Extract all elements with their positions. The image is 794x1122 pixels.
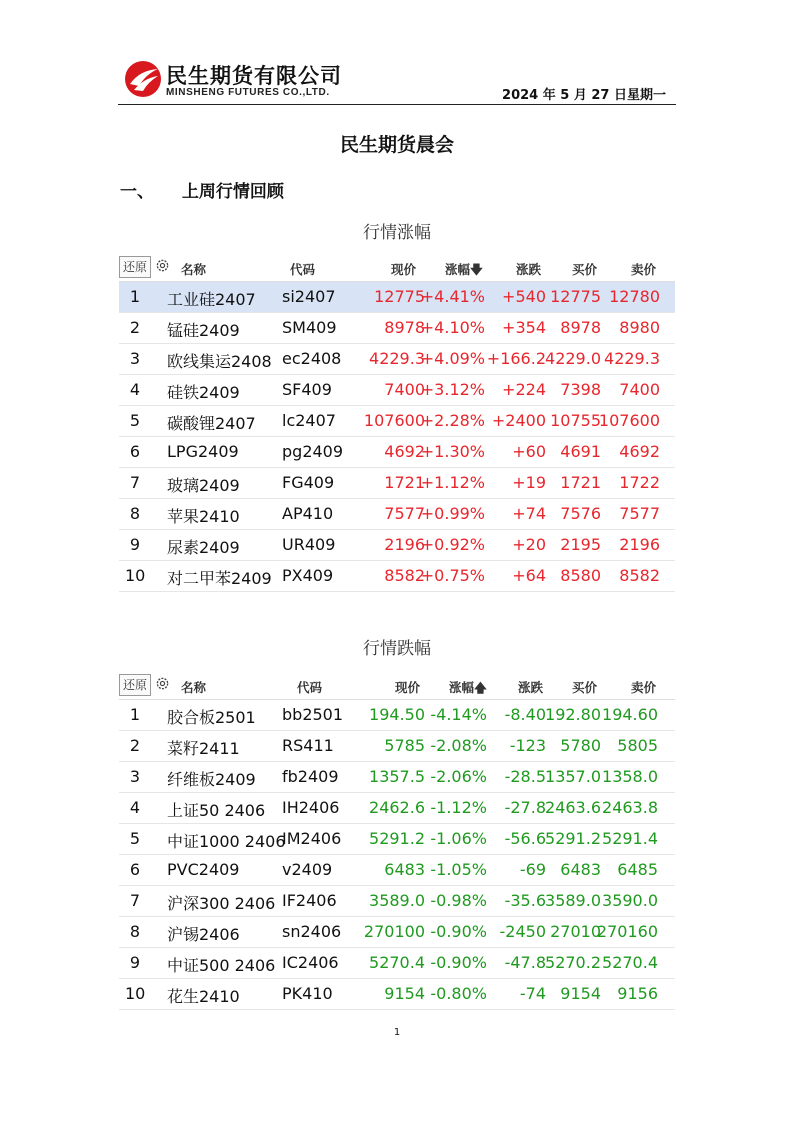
price-cell: 2196 bbox=[384, 535, 425, 554]
change-cell: +20 bbox=[512, 535, 546, 554]
change-pct-cell: -0.80% bbox=[430, 984, 487, 1003]
change-pct-cell: +0.92% bbox=[420, 535, 485, 554]
contract-name: 中证1000 2406 bbox=[167, 832, 286, 851]
column-header-change-pct[interactable]: 涨幅🡅 bbox=[449, 680, 487, 695]
table-row[interactable] bbox=[119, 793, 675, 824]
contract-name: 工业硅2407 bbox=[167, 290, 256, 309]
change-cell: -8.40 bbox=[504, 705, 546, 724]
report-date: 2024 年 5 月 27 日星期一 bbox=[502, 88, 666, 103]
contract-name: 锰硅2409 bbox=[167, 321, 240, 340]
table-row[interactable] bbox=[119, 344, 675, 375]
bid-cell: 5291.2 bbox=[545, 829, 601, 848]
ask-cell: 2196 bbox=[619, 535, 660, 554]
change-cell: +224 bbox=[502, 380, 546, 399]
table-header bbox=[119, 673, 675, 700]
change-cell: +19 bbox=[512, 473, 546, 492]
price-cell: 7577 bbox=[384, 504, 425, 523]
contract-name: 硅铁2409 bbox=[167, 383, 240, 402]
price-cell: 4229.3 bbox=[369, 349, 425, 368]
change-pct-cell: -2.08% bbox=[430, 736, 487, 755]
change-pct-cell: -1.05% bbox=[430, 860, 487, 879]
contract-code: sn2406 bbox=[282, 922, 342, 941]
change-cell: +64 bbox=[512, 566, 546, 585]
price-cell: 9154 bbox=[384, 984, 425, 1003]
bid-cell: 3589.0 bbox=[545, 891, 601, 910]
table-row[interactable] bbox=[119, 468, 675, 499]
contract-name: 欧线集运2408 bbox=[167, 352, 272, 371]
table-row[interactable] bbox=[119, 561, 675, 592]
section-heading bbox=[120, 177, 284, 202]
price-cell: 3589.0 bbox=[369, 891, 425, 910]
ask-cell: 8582 bbox=[619, 566, 660, 585]
contract-code: SM409 bbox=[282, 318, 337, 337]
bid-cell: 7398 bbox=[560, 380, 601, 399]
contract-code: pg2409 bbox=[282, 442, 344, 461]
contract-code: v2409 bbox=[282, 860, 333, 879]
table-row[interactable] bbox=[119, 855, 675, 886]
price-cell: 8582 bbox=[384, 566, 425, 585]
ask-cell: 5270.4 bbox=[602, 953, 658, 972]
row-index: 10 bbox=[125, 566, 146, 585]
change-pct-cell: -0.98% bbox=[430, 891, 487, 910]
column-header-price[interactable]: 现价 bbox=[391, 262, 417, 277]
column-header-change-pct[interactable]: 涨幅🡇 bbox=[445, 262, 483, 277]
contract-name: 尿素2409 bbox=[167, 538, 240, 557]
change-pct-cell: -1.12% bbox=[430, 798, 487, 817]
contract-code: IC2406 bbox=[282, 953, 339, 972]
table-row[interactable] bbox=[119, 375, 675, 406]
table-body bbox=[119, 282, 675, 592]
change-cell: -56.6 bbox=[504, 829, 546, 848]
change-pct-cell: +1.30% bbox=[420, 442, 485, 461]
table-row[interactable] bbox=[119, 762, 675, 793]
restore-button[interactable]: 还原 bbox=[119, 256, 151, 278]
row-index: 5 bbox=[129, 829, 141, 848]
contract-name: 中证500 2406 bbox=[167, 956, 276, 975]
contract-code: SF409 bbox=[282, 380, 332, 399]
bid-cell: 9154 bbox=[560, 984, 601, 1003]
change-pct-cell: -2.06% bbox=[430, 767, 487, 786]
row-index: 9 bbox=[129, 535, 141, 554]
gainers-table-title: 行情涨幅 bbox=[363, 223, 431, 243]
table-row[interactable] bbox=[119, 282, 675, 313]
row-index: 5 bbox=[129, 411, 141, 430]
change-cell: -28.5 bbox=[504, 767, 546, 786]
losers-table-title: 行情跌幅 bbox=[363, 639, 431, 659]
contract-code: AP410 bbox=[282, 504, 334, 523]
contract-name: 上证50 2406 bbox=[167, 801, 266, 820]
ask-cell: 7400 bbox=[619, 380, 660, 399]
change-cell: -74 bbox=[519, 984, 546, 1003]
change-cell: +74 bbox=[512, 504, 546, 523]
row-index: 8 bbox=[129, 922, 141, 941]
bid-cell: 5780 bbox=[560, 736, 601, 755]
price-cell: 6483 bbox=[384, 860, 425, 879]
table-header bbox=[119, 255, 675, 282]
price-cell: 8978 bbox=[384, 318, 425, 337]
row-index: 2 bbox=[129, 736, 141, 755]
bid-cell: 4229.0 bbox=[545, 349, 601, 368]
contract-code: ec2408 bbox=[282, 349, 342, 368]
document-title: 民生期货晨会 bbox=[339, 134, 454, 156]
ask-cell: 12780 bbox=[609, 287, 660, 306]
ask-cell: 270160 bbox=[596, 922, 658, 941]
price-cell: 1357.5 bbox=[369, 767, 425, 786]
contract-code: UR409 bbox=[282, 535, 336, 554]
column-header-bid[interactable]: 买价 bbox=[572, 262, 598, 277]
price-cell: 270100 bbox=[363, 922, 425, 941]
change-pct-cell: +2.28% bbox=[420, 411, 485, 430]
table-row[interactable] bbox=[119, 917, 675, 948]
bid-cell: 1357.0 bbox=[545, 767, 601, 786]
change-pct-cell: -0.90% bbox=[430, 922, 487, 941]
bid-cell: 8580 bbox=[560, 566, 601, 585]
ask-cell: 4229.3 bbox=[604, 349, 660, 368]
ask-cell: 5291.4 bbox=[602, 829, 658, 848]
price-cell: 4692 bbox=[384, 442, 425, 461]
settings-gear-icon[interactable] bbox=[155, 676, 170, 694]
restore-button[interactable]: 还原 bbox=[119, 674, 151, 696]
price-cell: 7400 bbox=[384, 380, 425, 399]
row-index: 9 bbox=[129, 953, 141, 972]
bid-cell: 2195 bbox=[560, 535, 601, 554]
ask-cell: 4692 bbox=[619, 442, 660, 461]
row-index: 6 bbox=[129, 860, 141, 879]
row-index: 8 bbox=[129, 504, 141, 523]
change-pct-cell: +3.12% bbox=[420, 380, 485, 399]
ask-cell: 3590.0 bbox=[602, 891, 658, 910]
ask-cell: 194.60 bbox=[602, 705, 658, 724]
change-pct-cell: +4.41% bbox=[420, 287, 485, 306]
row-index: 3 bbox=[129, 349, 141, 368]
bid-cell: 10755 bbox=[550, 411, 601, 430]
bid-cell: 1721 bbox=[560, 473, 601, 492]
change-cell: -123 bbox=[509, 736, 546, 755]
row-index: 7 bbox=[129, 891, 141, 910]
table-row[interactable] bbox=[119, 948, 675, 979]
contract-code: IH2406 bbox=[282, 798, 340, 817]
change-pct-cell: +4.09% bbox=[420, 349, 485, 368]
table-row[interactable] bbox=[119, 437, 675, 468]
ask-cell: 9156 bbox=[617, 984, 658, 1003]
ask-cell: 5805 bbox=[617, 736, 658, 755]
gainers-table bbox=[119, 255, 675, 592]
change-pct-cell: +0.75% bbox=[420, 566, 485, 585]
column-header-ask[interactable]: 卖价 bbox=[631, 262, 657, 277]
change-cell: +60 bbox=[512, 442, 546, 461]
change-cell: -35.6 bbox=[504, 891, 546, 910]
bid-cell: 192.80 bbox=[545, 705, 601, 724]
ask-cell: 6485 bbox=[617, 860, 658, 879]
bid-cell: 6483 bbox=[560, 860, 601, 879]
contract-code: PX409 bbox=[282, 566, 334, 585]
contract-name: LPG2409 bbox=[167, 442, 239, 461]
contract-code: si2407 bbox=[282, 287, 336, 306]
change-cell: -2450 bbox=[499, 922, 546, 941]
price-cell: 194.50 bbox=[369, 705, 425, 724]
price-cell: 107600 bbox=[363, 411, 425, 430]
change-cell: -27.8 bbox=[504, 798, 546, 817]
column-header-code[interactable]: 代码 bbox=[290, 262, 316, 277]
contract-code: FG409 bbox=[282, 473, 335, 492]
table-row[interactable] bbox=[119, 499, 675, 530]
change-pct-cell: -1.06% bbox=[430, 829, 487, 848]
settings-gear-icon[interactable] bbox=[155, 258, 170, 276]
losers-table bbox=[119, 673, 675, 1010]
page-header bbox=[118, 52, 676, 105]
column-header-price[interactable]: 现价 bbox=[395, 680, 421, 695]
contract-name: 沪深300 2406 bbox=[167, 894, 276, 913]
contract-name: 碳酸锂2407 bbox=[167, 414, 256, 433]
contract-code: PK410 bbox=[282, 984, 333, 1003]
change-cell: -69 bbox=[519, 860, 546, 879]
logo-chinese-name: 民生期货有限公司 bbox=[166, 64, 342, 88]
contract-name: 菜籽2411 bbox=[167, 739, 240, 758]
logo-mark-icon bbox=[124, 60, 162, 98]
ask-cell: 1358.0 bbox=[602, 767, 658, 786]
change-cell: +354 bbox=[502, 318, 546, 337]
page-number: 1 bbox=[393, 1027, 401, 1038]
column-header-name[interactable]: 名称 bbox=[181, 680, 207, 695]
contract-code: IM2406 bbox=[282, 829, 342, 848]
table-row[interactable] bbox=[119, 824, 675, 855]
table-row[interactable] bbox=[119, 530, 675, 561]
column-header-change[interactable]: 涨跌 bbox=[518, 680, 544, 695]
contract-name: 对二甲苯2409 bbox=[167, 569, 272, 588]
ask-cell: 107600 bbox=[598, 411, 660, 430]
contract-name: PVC2409 bbox=[167, 860, 240, 879]
contract-name: 沪锡2406 bbox=[167, 925, 240, 944]
table-row[interactable] bbox=[119, 313, 675, 344]
change-cell: +2400 bbox=[491, 411, 546, 430]
contract-name: 胶合板2501 bbox=[167, 708, 256, 727]
logo-english-name: MINSHENG FUTURES CO.,LTD. bbox=[166, 87, 330, 98]
contract-name: 苹果2410 bbox=[167, 507, 240, 526]
row-index: 4 bbox=[129, 798, 141, 817]
row-index: 4 bbox=[129, 380, 141, 399]
row-index: 10 bbox=[125, 984, 146, 1003]
contract-code: RS411 bbox=[282, 736, 334, 755]
bid-cell: 5270.2 bbox=[545, 953, 601, 972]
price-cell: 5270.4 bbox=[369, 953, 425, 972]
change-pct-cell: +1.12% bbox=[420, 473, 485, 492]
ask-cell: 2463.8 bbox=[602, 798, 658, 817]
table-row[interactable] bbox=[119, 700, 675, 731]
price-cell: 12775 bbox=[374, 287, 425, 306]
bid-cell: 7576 bbox=[560, 504, 601, 523]
change-cell: +540 bbox=[502, 287, 546, 306]
column-header-change[interactable]: 涨跌 bbox=[516, 262, 542, 277]
bid-cell: 2463.6 bbox=[545, 798, 601, 817]
table-row[interactable] bbox=[119, 406, 675, 437]
price-cell: 2462.6 bbox=[369, 798, 425, 817]
row-index: 2 bbox=[129, 318, 141, 337]
change-pct-cell: +0.99% bbox=[420, 504, 485, 523]
contract-code: fb2409 bbox=[282, 767, 339, 786]
row-index: 1 bbox=[129, 705, 141, 724]
ask-cell: 7577 bbox=[619, 504, 660, 523]
contract-code: lc2407 bbox=[282, 411, 336, 430]
table-row[interactable] bbox=[119, 979, 675, 1010]
table-body bbox=[119, 700, 675, 1010]
company-logo bbox=[124, 56, 364, 100]
column-header-name[interactable]: 名称 bbox=[181, 262, 207, 277]
bid-cell: 27010 bbox=[550, 922, 601, 941]
section-number: 一、 bbox=[120, 182, 154, 202]
table-row[interactable] bbox=[119, 731, 675, 762]
contract-code: bb2501 bbox=[282, 705, 344, 724]
change-cell: +166.2 bbox=[486, 349, 546, 368]
row-index: 3 bbox=[129, 767, 141, 786]
price-cell: 5291.2 bbox=[369, 829, 425, 848]
bid-cell: 4691 bbox=[560, 442, 601, 461]
contract-name: 玻璃2409 bbox=[167, 476, 240, 495]
contract-code: IF2406 bbox=[282, 891, 337, 910]
change-cell: -47.8 bbox=[504, 953, 546, 972]
section-title: 上周行情回顾 bbox=[181, 182, 284, 202]
contract-name: 花生2410 bbox=[167, 987, 240, 1006]
change-pct-cell: -0.90% bbox=[430, 953, 487, 972]
ask-cell: 1722 bbox=[619, 473, 660, 492]
ask-cell: 8980 bbox=[619, 318, 660, 337]
bid-cell: 8978 bbox=[560, 318, 601, 337]
row-index: 6 bbox=[129, 442, 141, 461]
contract-name: 纤维板2409 bbox=[167, 770, 256, 789]
column-header-bid[interactable]: 买价 bbox=[572, 680, 598, 695]
row-index: 1 bbox=[129, 287, 141, 306]
bid-cell: 12775 bbox=[550, 287, 601, 306]
price-cell: 1721 bbox=[384, 473, 425, 492]
price-cell: 5785 bbox=[384, 736, 425, 755]
change-pct-cell: -4.14% bbox=[430, 705, 487, 724]
column-header-ask[interactable]: 卖价 bbox=[631, 680, 657, 695]
change-pct-cell: +4.10% bbox=[420, 318, 485, 337]
row-index: 7 bbox=[129, 473, 141, 492]
table-row[interactable] bbox=[119, 886, 675, 917]
column-header-code[interactable]: 代码 bbox=[297, 680, 323, 695]
